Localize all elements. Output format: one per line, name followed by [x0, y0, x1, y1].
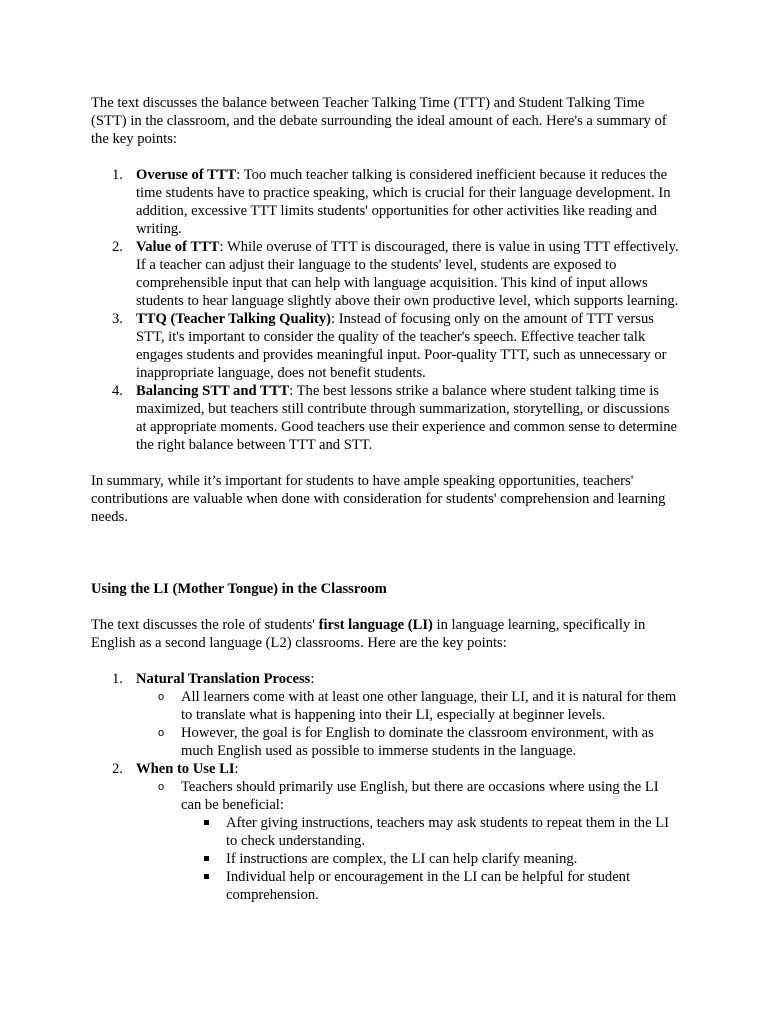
list-item	[181, 814, 681, 850]
list-item	[91, 760, 681, 904]
list-number: 2.	[112, 761, 123, 777]
bullet-text: After giving instructions, teachers may ask students to repeat them in the LI to check understanding.	[226, 815, 669, 849]
intro-text: in language learning, specifically in English as a second language (L2) classrooms. Here are the key points:	[91, 617, 646, 651]
sub-list	[136, 688, 681, 760]
bullet-text: All learners come with at least one other language, their LI, and it is natural for them to translate what is happening into their LI, especially at beginner levels.	[181, 689, 677, 723]
intro-paragraph: The text discusses the balance between Teacher Talking Time (TTT) and Student Talking Time (STT) in the classroom, and the debate surrounding the ideal amount of each. Here's a summary of the key points:	[91, 95, 667, 147]
list-item	[181, 850, 681, 868]
square-bullet-icon	[204, 820, 209, 825]
sub-list	[136, 778, 681, 904]
summary-paragraph: In summary, while it’s important for students to have ample speaking opportunities, teachers' contributions are valuable when done with consideration for students' comprehension and learning needs.	[91, 473, 666, 525]
ttt-points-list	[91, 166, 681, 454]
blank-space	[91, 526, 681, 562]
point-title: Overuse of TTT	[136, 167, 237, 183]
list-number: 3.	[112, 311, 123, 327]
list-item	[91, 670, 681, 760]
list-number: 1.	[112, 167, 123, 183]
point-title: TTQ (Teacher Talking Quality)	[136, 311, 332, 327]
bullet-text: If instructions are complex, the LI can help clarify meaning.	[226, 851, 578, 867]
square-bullet-icon	[204, 856, 209, 861]
list-item	[136, 724, 681, 760]
point-title: Balancing STT and TTT	[136, 383, 290, 399]
li-points-list	[91, 670, 681, 904]
list-item	[91, 382, 681, 454]
list-number: 1.	[112, 671, 123, 687]
point-colon: :	[234, 761, 239, 777]
point-title: When to Use LI	[136, 761, 235, 777]
bullet-text: Teachers should primarily use English, but there are occasions where using the LI can be beneficial:	[181, 779, 659, 813]
circle-bullet-icon: o	[158, 691, 165, 703]
list-number: 4.	[112, 383, 123, 399]
sub-sub-list	[181, 814, 681, 904]
list-item	[91, 310, 681, 382]
list-item	[136, 778, 681, 904]
document-page	[91, 94, 681, 922]
point-colon: :	[310, 671, 315, 687]
list-item	[181, 868, 681, 904]
list-number: 2.	[112, 239, 123, 255]
intro-text: The text discusses the role of students'	[91, 617, 319, 633]
circle-bullet-icon: o	[158, 727, 165, 739]
intro-bold-term: first language (LI)	[318, 617, 433, 633]
list-item	[91, 238, 681, 310]
point-text: : The best lessons strike a balance where student talking time is maximized, but teachers still contribute through summarization, storytelling, or discussions at appropriate moments. Good teachers use their experience and common sense to determine the right balance between TTT and STT.	[136, 383, 677, 453]
point-title: Natural Translation Process	[136, 671, 311, 687]
circle-bullet-icon: o	[158, 781, 165, 793]
square-bullet-icon	[204, 874, 209, 879]
point-text: : While overuse of TTT is discouraged, there is value in using TTT effectively. If a teacher can adjust their language to the students' level, students are exposed to comprehensible input that can help with language acquisition. This kind of input allows students to hear language slightly above their own productive level, which supports learning.	[136, 239, 679, 309]
section-heading: Using the LI (Mother Tongue) in the Classroom	[91, 581, 387, 597]
list-item	[91, 166, 681, 238]
bullet-text: However, the goal is for English to dominate the classroom environment, with as much English used as possible to immerse students in the language.	[181, 725, 654, 759]
list-item	[136, 688, 681, 724]
point-text: : Instead of focusing only on the amount of TTT versus STT, it's important to consider the quality of the teacher's speech. Effective teacher talk engages students and provides meaningful input. Poor-quality TTT, such as unnecessary or inappropriate language, does not benefit students.	[136, 311, 667, 381]
point-text: : Too much teacher talking is considered inefficient because it reduces the time students have to practice speaking, which is crucial for their language development. In addition, excessive TTT limits students' opportunities for other activities like reading and writing.	[136, 167, 671, 237]
section-intro-paragraph	[91, 616, 681, 652]
point-title: Value of TTT	[136, 239, 220, 255]
bullet-text: Individual help or encouragement in the LI can be helpful for student comprehension.	[226, 869, 631, 903]
